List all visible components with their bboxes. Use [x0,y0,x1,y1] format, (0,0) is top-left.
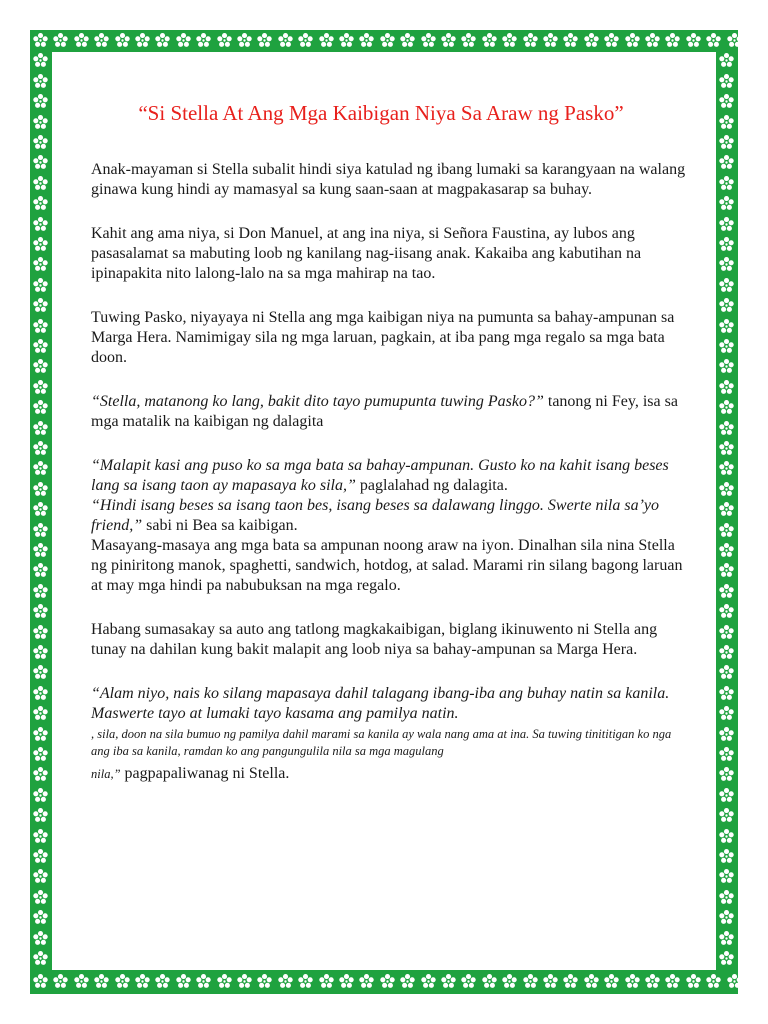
flower-icon [718,766,735,783]
flower-icon [718,889,735,906]
flower-icon [705,973,722,990]
dialogue-bea-quote: “Hindi isang beses sa isang taon bes, isang beses sa dalawang linggo. Swerte nila sa’yo friend,” [91,497,659,534]
flower-icon [32,562,49,579]
flower-icon [718,787,735,804]
flower-icon [32,277,49,294]
flower-icon [718,542,735,559]
flower-icon [440,32,457,49]
flower-icon [718,134,735,151]
flower-icon [32,542,49,559]
flower-icon [32,973,49,990]
flower-icon [114,32,131,49]
flower-icon [522,32,539,49]
flower-icon [32,522,49,539]
flower-icon [32,664,49,681]
flower-icon [32,32,49,49]
flower-icon [542,973,559,990]
flower-icon [718,114,735,131]
dialogue-fey-quote: “Stella, matanong ko lang, bakit dito tayo pumupunta tuwing Pasko?” [91,393,544,410]
paragraph-intro: Anak-mayaman si Stella subalit hindi siya katulad ng ibang lumaki sa karangyaan na walang ginawa kung hindi ay mamasyal sa kung saan-saan at magpakasarap sa buhay. [91,161,686,198]
flower-icon [481,973,498,990]
dialogue-explanation-tag: pagpapaliwanag ni Stella. [120,765,290,782]
flower-icon [664,973,681,990]
flower-icon [481,32,498,49]
flower-icon [32,501,49,518]
paragraph-car-ride: Habang sumasakay sa auto ang tatlong magkakaibigan, biglang ikinuwento ni Stella ang tunay na dahilan kung bakit malapit ang loob niya sa bahay-ampunan sa Marga Hera. [91,621,658,658]
flower-icon [460,32,477,49]
flower-icon [624,973,641,990]
flower-icon [216,32,233,49]
flower-icon [718,624,735,641]
flower-icon [718,583,735,600]
flower-icon [718,73,735,90]
flower-icon [603,32,620,49]
flower-icon [718,256,735,273]
flower-icon [685,973,702,990]
flower-icon [32,236,49,253]
flower-icon [718,909,735,926]
flower-icon [440,973,457,990]
flower-icon [718,338,735,355]
flower-icon [718,522,735,539]
flower-icon [32,889,49,906]
dialogue-bea-tag: sabi ni Bea sa kaibigan. [142,517,298,534]
flower-icon [718,379,735,396]
flower-icon [562,973,579,990]
flower-icon [460,973,477,990]
flower-icon [256,32,273,49]
flower-icon [32,726,49,743]
flower-icon [318,973,335,990]
flower-icon [718,277,735,294]
flower-icon [358,32,375,49]
flower-icon [583,32,600,49]
flower-icon [501,973,518,990]
flower-icon [195,32,212,49]
flower-icon [236,973,253,990]
flower-icon [134,32,151,49]
flower-icon [718,236,735,253]
flower-icon [32,950,49,967]
paragraph-parents: Kahit ang ama niya, si Don Manuel, at ang ina niya, si Señora Faustina, ay lubos ang pasasalamat sa mabuting loob ng kanilang nag-iisang anak. Kakaiba ang kabutihan na ipinapakita nito lalong-lalo na sa mga mahirap na tao. [91,225,642,282]
dialogue-bea [91,496,691,536]
flower-icon [718,930,735,947]
flower-icon [32,216,49,233]
flower-icon [32,338,49,355]
flower-icon [175,973,192,990]
flower-icon [718,848,735,865]
flower-icon [726,973,743,990]
flower-icon [32,154,49,171]
flower-icon [718,481,735,498]
flower-icon [718,358,735,375]
flower-icon [718,644,735,661]
flower-icon [718,460,735,477]
flower-icon [718,175,735,192]
flower-icon [32,460,49,477]
flower-icon [297,32,314,49]
flower-icon [32,358,49,375]
flower-icon [154,32,171,49]
flower-icon [624,32,641,49]
flower-icon [32,603,49,620]
flower-icon [718,440,735,457]
flower-icon [32,848,49,865]
dialogue-explanation-quote: “Alam niyo, nais ko silang mapasaya dahil talagang ibang-iba ang buhay natin sa kanila. Maswerte tayo at lumaki tayo kasama ang pamilya natin. [91,685,670,722]
flower-icon [73,973,90,990]
flower-icon [256,973,273,990]
flower-icon [685,32,702,49]
flower-icon [718,685,735,702]
flower-icon [718,216,735,233]
story-document [91,100,691,784]
dialogue-stella-quote: “Malapit kasi ang puso ko sa mga bata sa bahay-ampunan. Gusto ko na kahit isang beses lang sa isang taon ay mapasaya ko sila,” [91,457,669,494]
flower-icon [277,973,294,990]
flower-icon [420,32,437,49]
dialogue-explanation-end [91,764,691,784]
flower-icon [32,624,49,641]
flower-icon [718,950,735,967]
flower-icon [32,318,49,335]
flower-icon [718,705,735,722]
flower-icon [52,973,69,990]
flower-icon [32,195,49,212]
flower-icon [32,52,49,69]
flower-icon [718,664,735,681]
flower-icon [32,766,49,783]
dialogue-explanation-end-quote: nila,” [91,767,121,781]
dialogue-stella-explanation [91,684,691,724]
flower-icon [358,973,375,990]
flower-icon [379,973,396,990]
flower-icon [542,32,559,49]
flower-icon [216,973,233,990]
flower-icon [399,973,416,990]
flower-icon [32,583,49,600]
flower-icon [93,32,110,49]
flower-icon [32,134,49,151]
flower-icon [32,930,49,947]
flower-icon [32,399,49,416]
flower-icon [718,726,735,743]
flower-icon [718,52,735,69]
flower-icon [32,440,49,457]
flower-icon [718,868,735,885]
flower-icon [718,318,735,335]
flower-icon [379,32,396,49]
flower-icon [718,195,735,212]
flower-icon [718,807,735,824]
flower-icon [32,685,49,702]
story-title: “Si Stella At Ang Mga Kaibigan Niya Sa Araw ng Pasko” [138,101,624,125]
flower-icon [236,32,253,49]
flower-icon [32,379,49,396]
flower-icon [664,32,681,49]
flower-icon [32,909,49,926]
dialogue-fey-tag: tanong ni Fey, isa sa mga matalik na kaibigan ng dalagita [91,393,678,430]
flower-icon [32,256,49,273]
flower-icon [32,420,49,437]
flower-icon [644,32,661,49]
flower-icon [718,154,735,171]
flower-icon [32,828,49,845]
flower-icon [277,32,294,49]
flower-icon [718,828,735,845]
flower-icon [32,868,49,885]
flower-icon [32,93,49,110]
dialogue-stella-tag: paglalahad ng dalagita. [355,477,508,494]
flower-icon [93,973,110,990]
flower-icon [718,746,735,763]
flower-icon [73,32,90,49]
flower-icon [726,32,743,49]
dialogue-explanation-small: , sila, doon na sila bumuo ng pamilya dahil marami sa kanila ay wala nang ama at ina. Sa tuwing tinititigan ko nga ang iba sa kanila, ramdan ko ang pangungulila nila sa mga magulang [91,727,672,758]
flower-icon [32,73,49,90]
flower-icon [603,973,620,990]
flower-icon [32,175,49,192]
flower-icon [718,93,735,110]
flower-icon [32,114,49,131]
paragraph-christmas: Tuwing Pasko, niyayaya ni Stella ang mga kaibigan niya na pumunta sa bahay-ampunan sa Marga Hera. Namimigay sila ng mga laruan, pagkain, at iba pang mga regalo sa mga bata doon. [91,309,675,366]
flower-icon [562,32,579,49]
dialogue-fey [91,392,691,432]
flower-icon [583,973,600,990]
flower-icon [522,973,539,990]
flower-icon [338,973,355,990]
paragraph-orphanage-visit: Masayang-masaya ang mga bata sa ampunan noong araw na iyon. Dinalhan sila nina Stella ng piniritong manok, spaghetti, sandwich, hotdog, at salad. Marami rin silang bagong laruan at may mga hindi pa nabubuksan na mga regalo. [91,537,683,594]
flower-icon [32,481,49,498]
flower-icon [52,32,69,49]
flower-icon [32,787,49,804]
flower-icon [718,297,735,314]
flower-icon [297,973,314,990]
flower-icon [420,973,437,990]
flower-icon [644,973,661,990]
flower-icon [32,644,49,661]
flower-icon [338,32,355,49]
dialogue-stella [91,456,691,496]
flower-icon [399,32,416,49]
flower-icon [32,746,49,763]
flower-icon [154,973,171,990]
flower-icon [501,32,518,49]
flower-icon [114,973,131,990]
flower-icon [718,420,735,437]
flower-icon [705,32,722,49]
flower-icon [718,399,735,416]
flower-icon [718,562,735,579]
flower-icon [134,973,151,990]
flower-icon [175,32,192,49]
flower-icon [32,807,49,824]
flower-icon [718,501,735,518]
flower-icon [718,603,735,620]
flower-icon [318,32,335,49]
flower-icon [32,705,49,722]
flower-icon [32,297,49,314]
flower-icon [195,973,212,990]
